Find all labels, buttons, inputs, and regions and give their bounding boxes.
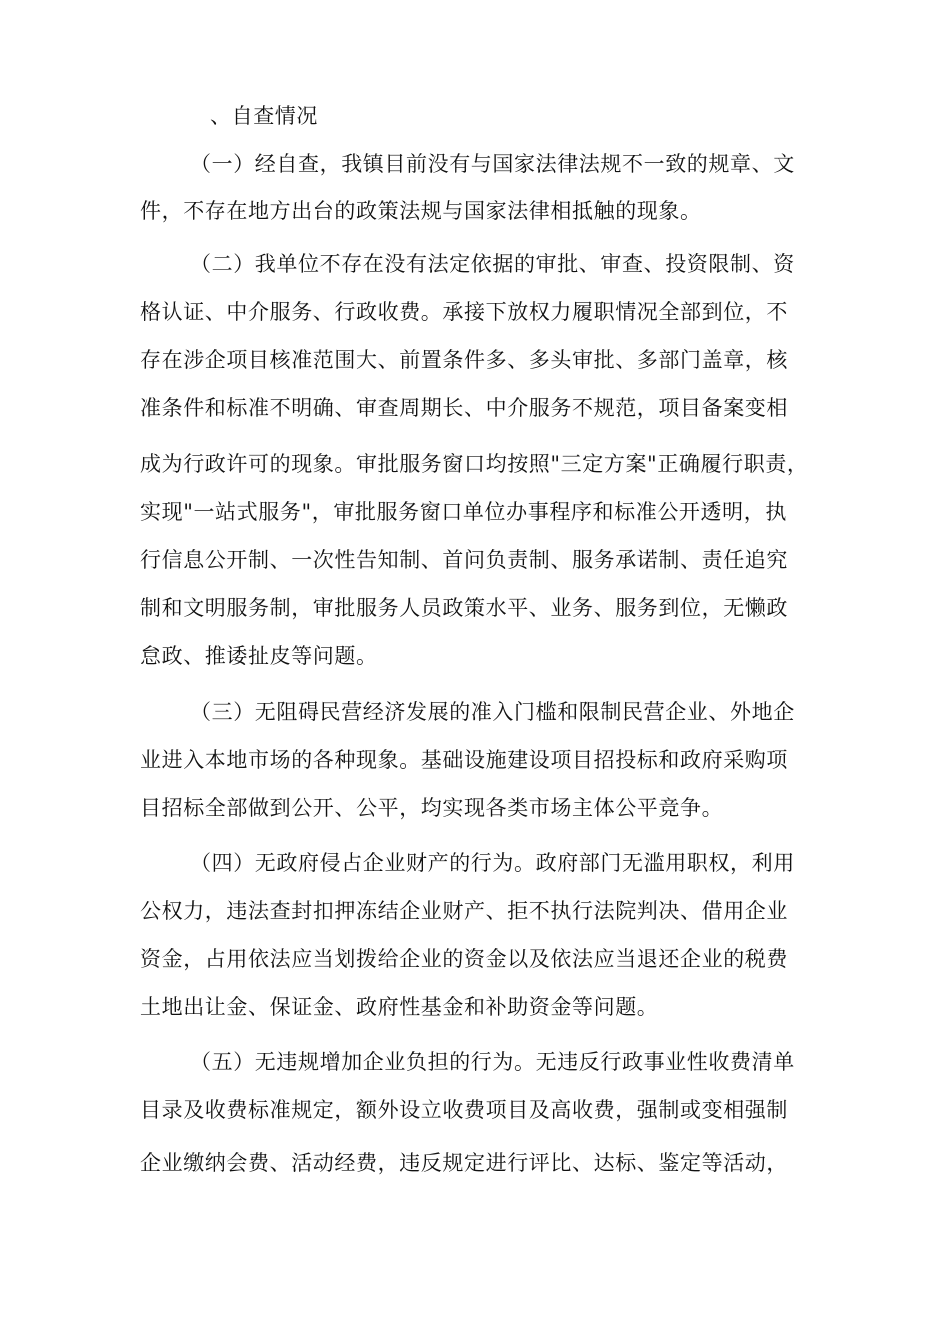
paragraph-2-line-2: 格认证、中介服务、行政收费。承接下放权力履职情况全部到位，不 bbox=[140, 300, 788, 324]
section-heading: 、自查情况 bbox=[210, 104, 318, 128]
paragraph-5-line-2: 目录及收费标准规定，额外设立收费项目及高收费，强制或变相强制 bbox=[140, 1098, 788, 1122]
paragraph-2-line-9: 怠政、推诿扯皮等问题。 bbox=[140, 644, 378, 668]
paragraph-3-line-1: （三）无阻碍民营经济发展的准入门槛和限制民营企业、外地企 bbox=[190, 700, 795, 724]
paragraph-2-line-5: 成为行政许可的现象。审批服务窗口均按照"三定方案"正确履行职责， bbox=[140, 452, 809, 476]
paragraph-4-line-2: 公权力，违法查封扣押冻结企业财产、拒不执行法院判决、借用企业 bbox=[140, 899, 788, 923]
paragraph-2-line-6: 实现"一站式服务"，审批服务窗口单位办事程序和标准公开透明，执 bbox=[140, 500, 787, 524]
paragraph-2-line-8: 制和文明服务制，审批服务人员政策水平、业务、服务到位，无懒政 bbox=[140, 596, 788, 620]
paragraph-3-line-3: 目招标全部做到公开、公平，均实现各类市场主体公平竞争。 bbox=[140, 796, 724, 820]
paragraph-5-line-3: 企业缴纳会费、活动经费，违反规定进行评比、达标、鉴定等活动， bbox=[140, 1151, 788, 1175]
paragraph-2-line-3: 存在涉企项目核准范围大、前置条件多、多头审批、多部门盖章，核 bbox=[140, 348, 788, 372]
paragraph-1-line-1: （一）经自查，我镇目前没有与国家法律法规不一致的规章、文 bbox=[190, 152, 795, 176]
paragraph-1-line-2: 件，不存在地方出台的政策法规与国家法律相抵触的现象。 bbox=[140, 199, 702, 223]
paragraph-4-line-3: 资金，占用依法应当划拨给企业的资金以及依法应当退还企业的税费 bbox=[140, 947, 788, 971]
paragraph-5-line-1: （五）无违规增加企业负担的行为。无违反行政事业性收费清单 bbox=[190, 1050, 795, 1074]
paragraph-2-line-7: 行信息公开制、一次性告知制、首问负责制、服务承诺制、责任追究 bbox=[140, 548, 788, 572]
paragraph-3-line-2: 业进入本地市场的各种现象。基础设施建设项目招投标和政府采购项 bbox=[140, 748, 788, 772]
paragraph-2-line-1: （二）我单位不存在没有法定依据的审批、审查、投资限制、资 bbox=[190, 252, 795, 276]
paragraph-4-line-4: 土地出让金、保证金、政府性基金和补助资金等问题。 bbox=[140, 995, 659, 1019]
paragraph-4-line-1: （四）无政府侵占企业财产的行为。政府部门无滥用职权，利用 bbox=[190, 851, 795, 875]
paragraph-2-line-4: 准条件和标准不明确、审查周期长、中介服务不规范，项目备案变相 bbox=[140, 396, 788, 420]
